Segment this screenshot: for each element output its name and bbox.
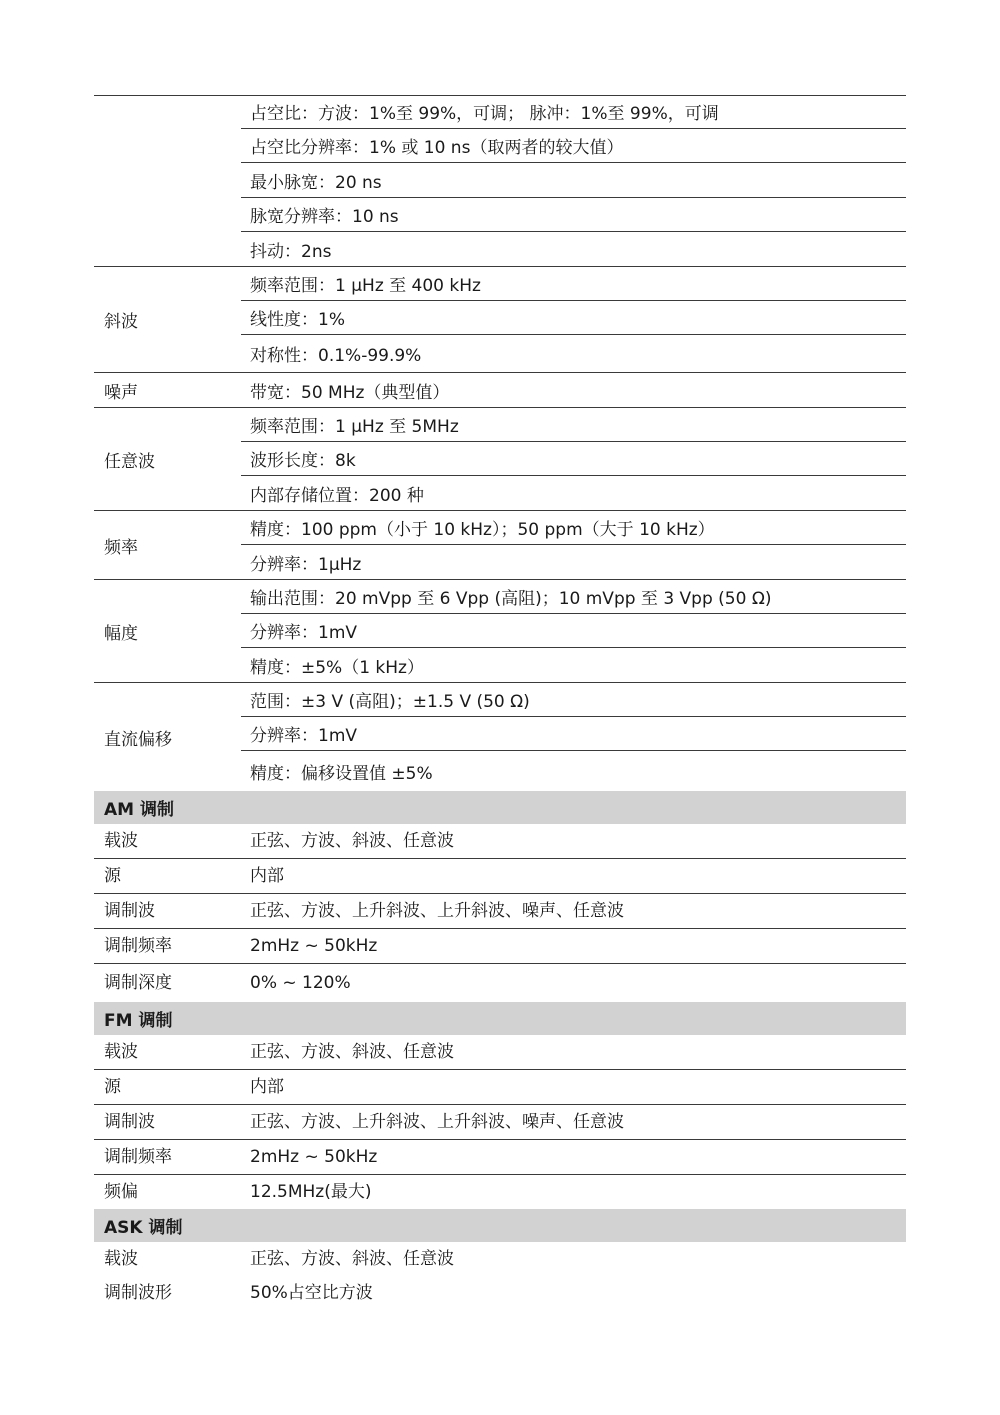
spec-line: 输出范围：20 mVpp 至 6 Vpp (高阻)；10 mVpp 至 3 Vpp (50 Ω) [241,580,906,614]
spec-line: 波形长度：8k [241,442,906,476]
row-value: 内部 [250,1076,284,1097]
row-value: 正弦、方波、斜波、任意波 [250,1041,454,1062]
spec-row [94,859,906,894]
spec-line: 线性度：1% [241,301,906,335]
spec-row [94,1105,906,1140]
spec-row [94,824,906,859]
row-value: 12.5MHz(最大) [250,1181,372,1202]
spec-group-frequency [94,511,906,580]
spec-line: 频率范围：1 μHz 至 5MHz [241,408,906,442]
row-value: 内部 [250,865,284,886]
spec-row [94,1035,906,1070]
spec-line: 占空比分辨率：1% 或 10 ns（取两者的较大值） [241,129,906,163]
row-key: 源 [104,1076,121,1097]
group-label: 频率 [104,537,138,558]
spec-line: 分辨率：1mV [241,717,906,751]
spec-line: 精度：±5%（1 kHz） [250,657,424,678]
spec-line: 脉宽分辨率：10 ns [241,198,906,232]
spec-group-amplitude [94,580,906,683]
spec-line: 占空比：方波：1%至 99%，可调； 脉冲：1%至 99%，可调 [241,95,906,129]
group-label: 直流偏移 [104,729,172,750]
spec-line: 分辨率：1mV [241,614,906,648]
spec-group-noise [94,373,906,408]
row-key: 调制波 [104,1111,155,1132]
spec-group-pulse [94,95,906,267]
spec-table [94,95,906,1310]
row-value: 2mHz ~ 50kHz [250,935,378,956]
row-key: 调制频率 [104,1146,172,1167]
group-label: 幅度 [104,623,138,644]
group-label [94,95,241,266]
row-value: 2mHz ~ 50kHz [250,1146,378,1167]
spec-row [94,1242,906,1276]
spec-line: 对称性：0.1%-99.9% [250,346,422,366]
section-header-ask: ASK 调制 [94,1209,906,1242]
row-value: 正弦、方波、斜波、任意波 [250,1248,454,1269]
row-value: 正弦、方波、斜波、任意波 [250,830,454,851]
spec-group-dc-offset [94,683,906,791]
spec-line: 最小脉宽：20 ns [241,163,906,198]
spec-row [94,1276,906,1310]
row-value: 正弦、方波、上升斜波、上升斜波、噪声、任意波 [250,1111,624,1132]
section-header-am: AM 调制 [94,791,906,824]
group-label: 噪声 [104,382,138,403]
row-key: 调制波 [104,900,155,921]
spec-line: 范围：±3 V (高阻)；±1.5 V (50 Ω) [241,683,906,717]
group-label: 任意波 [104,451,155,472]
spec-line: 分辨率：1μHz [250,554,362,575]
row-key: 调制波形 [104,1282,172,1303]
row-key: 载波 [104,830,138,851]
row-key: 调制深度 [104,972,172,993]
spec-row [94,964,906,1002]
row-key: 调制频率 [104,935,172,956]
group-label: 斜波 [104,312,138,332]
spec-row [94,1140,906,1175]
row-value: 正弦、方波、上升斜波、上升斜波、噪声、任意波 [250,900,624,921]
spec-row [94,1070,906,1105]
row-key: 频偏 [104,1181,138,1202]
spec-line: 精度：100 ppm（小于 10 kHz）；50 ppm（大于 10 kHz） [241,511,906,545]
spec-line: 内部存储位置：200 种 [250,485,424,506]
section-header-fm: FM 调制 [94,1002,906,1035]
row-key: 源 [104,865,121,886]
spec-group-arb [94,408,906,511]
spec-row [94,1175,906,1209]
spec-group-ramp [94,267,906,373]
spec-line: 抖动：2ns [250,241,332,262]
spec-line: 带宽：50 MHz（典型值） [250,382,450,403]
spec-row [94,894,906,929]
spec-row [94,929,906,964]
spec-line: 精度：偏移设置值 ±5% [250,763,433,784]
spec-line: 频率范围：1 μHz 至 400 kHz [241,267,906,301]
row-value: 0% ~ 120% [250,972,351,993]
row-key: 载波 [104,1041,138,1062]
row-key: 载波 [104,1248,138,1269]
row-value: 50%占空比方波 [250,1282,373,1303]
